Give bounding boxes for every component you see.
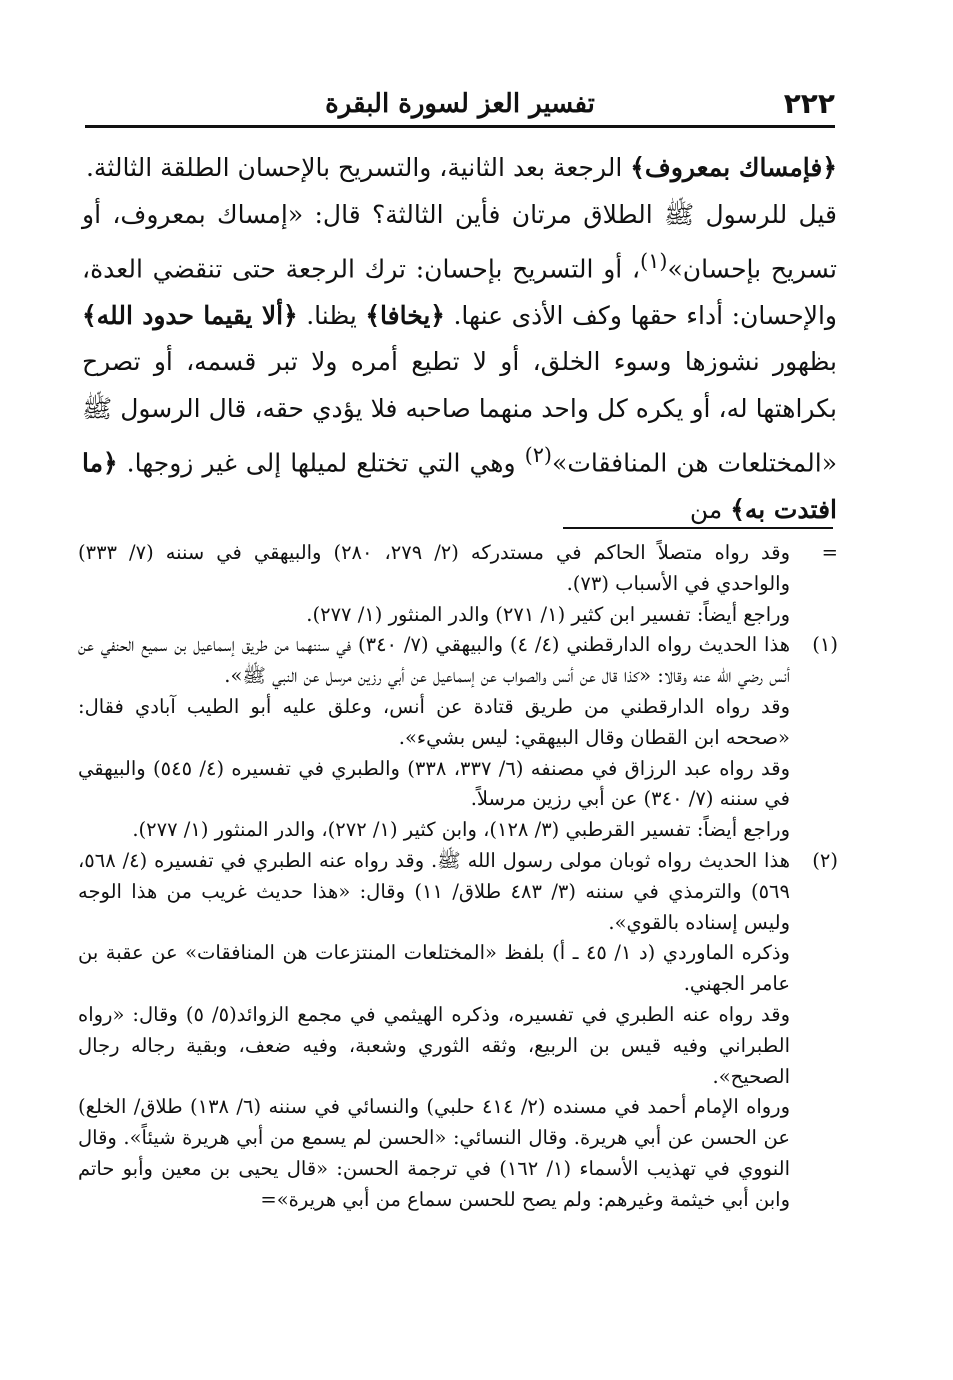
continuation-mark: = xyxy=(260,1187,277,1211)
text-run: ، أو التسريح بإحسان: ترك الرجعة حتى تنقضي العدة، والإحسان: أداء حقها وكف الأذى عنها. xyxy=(82,254,837,330)
footnote-line: وذكره الماوردي (د ١/ ٤٥ ـ أ) بلفظ «المختلعات المنتزعات هن المنافقات» عن عقبة بن عامر الجهني. xyxy=(78,941,790,996)
running-title: تفسير العز لسورة البقرة xyxy=(325,89,595,119)
footnote-2 xyxy=(78,846,838,1216)
footnote-line: وراجع أيضاً: تفسير القرطبي (٣/ ١٢٨)، وابن كثير (١/ ٢٧٢)، والدر المنثور (١/ ٢٧٧). xyxy=(132,818,790,842)
text-run: قيل للرسول ﷺ الطلاق مرتان فأين الثالثة؟ قال: «إمساك بمعروف، أو تسريح بإحسان» xyxy=(82,199,837,284)
text-run: بظهور نشوزها وسوء الخلق، أو لا تطيع أمره ولا تبر قسمه، أو تصرح بكراهتها له، أو يكره كل واحد منهما صاحبه فلا يؤدي حقه، قال الرسول ﷺ «المختلعات هن المنافقات» xyxy=(82,347,837,478)
page-header xyxy=(85,85,835,128)
footnote-line xyxy=(78,1092,790,1215)
main-paragraph-1 xyxy=(82,145,837,192)
footnote-ref-2: (٢) xyxy=(524,443,553,468)
text-run: يظنا. xyxy=(297,300,366,330)
footnote-line: هذا الحديث رواه الدارقطني (٤/ ٤) والبيهقي (٧/ ٣٤٠) في سننهما من طريق إسماعيل بن سميع الحنفي عن أنس رضي الله عنه وقالا: «كذا قال عن أنس والصواب عن إسماعيل عن أبي رزين مرسل عن النبي ﷺ». xyxy=(78,633,790,688)
quran-term: ﴿ألا يقيما حدود الله﴾ xyxy=(82,300,298,330)
footnote-line: وقد رواه عبد الرزاق في مصنفه (٦/ ٣٣٧، ٣٣٨) والطبري في تفسيره (٤/ ٥٤٥) والبيهقي في سننه (٧/ ٣٤٠) عن أبي رزين مرسلاً. xyxy=(78,756,790,811)
main-text xyxy=(82,145,837,534)
footnote-line: وراجع أيضاً: تفسير ابن كثير (١/ ٢٧١) والدر المنثور (١/ ٢٧٧). xyxy=(306,602,790,626)
text-run: وهي التي تختلع لميلها إلى غير زوجها. xyxy=(117,448,525,478)
footnote-marker: (١) xyxy=(812,633,838,657)
footnote-line: وقد رواه عنه الطبري في تفسيره، وذكره الهيثمي في مجمع الزوائد(٥/ ٥) وقال: «رواه الطبراني وفيه قيس بن الربيع، وثقه الثوري وشعبة، وفيه ضعف، وبقية رجاله رجال الصحيح». xyxy=(78,1002,790,1088)
footnote-line: وقد رواه الدارقطني من طريق قتادة عن أنس، وعلق عليه أبو الطيب آبادي فقال: «صححه ابن القطان وقال البيهقي: ليس بشيء». xyxy=(78,694,790,749)
quran-term: ﴿ما افتدت به﴾ xyxy=(82,448,837,525)
footnote-line: وقد رواه متصلاً الحاكم في مستدركه (٢/ ٢٧٩، ٢٨٠) والبيهقي في سننه (٧/ ٣٣٣) والواحدي في الأسباب (٧٣). xyxy=(78,541,791,595)
footnote-ref-1: (١) xyxy=(640,249,668,273)
text-run: ورواه الإمام أحمد في مسنده (٢/ ٤١٤ حلبي) والنسائي في سننه (٦/ ١٣٨) طلاق/ الخلع) عن الحسن عن أبي هريرة. وقال النسائي: «الحسن لم يسمع من أبي هريرة شيئاً». وقال النووي في تهذيب الأسماء (١/ ١٦٢) في ترجمة الحسن: «قال يحيى بن معين وأبو حاتم وابن أبي خيثمة وغيرهم: ولم يصح للحسن سماع من أبي هريرة» xyxy=(78,1095,790,1211)
quran-term: ﴿فإمساك بمعروف﴾ xyxy=(630,153,837,182)
footnote-line: هذا الحديث رواه ثوبان مولى رسول الله ﷺ. وقد رواه عنه الطبري في تفسيره (٤/ ٥٦٨، ٥٦٩) والترمذي في سننه (٣/ ٤٨٣ طلاق/ ١١) وقال: «هذا حديث غريب من هذا الوجه وليس إسناده بالقوي». xyxy=(78,848,790,934)
footnote-marker: (٢) xyxy=(812,848,838,872)
footnotes xyxy=(78,538,838,1216)
footnote-1 xyxy=(78,630,838,846)
quran-term: ﴿يخافا﴾ xyxy=(365,300,445,330)
main-paragraph-2 xyxy=(82,192,837,534)
footnote-continuation xyxy=(78,538,838,630)
footnote-separator xyxy=(563,527,833,529)
footnote-marker: = xyxy=(821,541,838,564)
page-number: ٢٢٢ xyxy=(783,87,835,120)
text-run: من xyxy=(689,495,731,525)
text-run: الرجعة بعد الثانية، والتسريح بالإحسان الطلقة الثالثة. xyxy=(85,153,631,182)
